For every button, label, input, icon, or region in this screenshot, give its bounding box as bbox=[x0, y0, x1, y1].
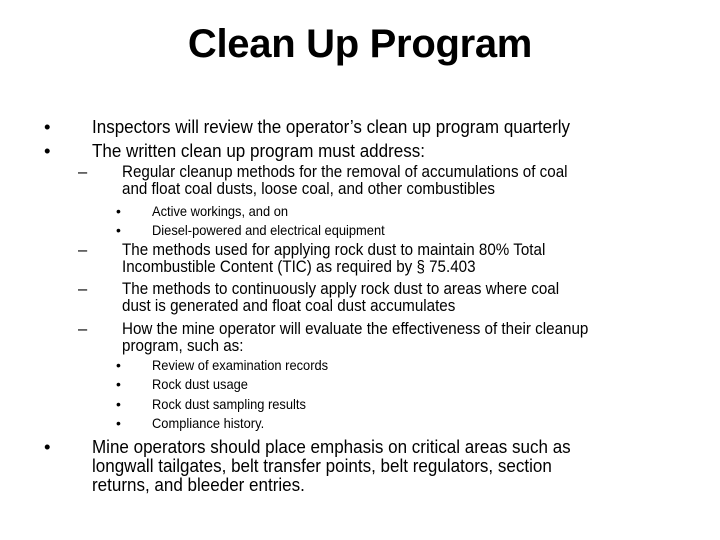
bullet-text: The written clean up program must address: bbox=[92, 140, 425, 161]
bullet-text: returns, and bleeder entries. bbox=[92, 474, 305, 495]
bullet-text: Active workings, and on bbox=[152, 203, 289, 219]
bullet-text: dust is generated and float coal dust accumulates bbox=[122, 297, 456, 315]
bullet-text: The methods to continuously apply rock dust to areas where coal bbox=[122, 280, 560, 298]
bullet-marker: • bbox=[44, 140, 51, 161]
bullet-marker: • bbox=[116, 376, 121, 392]
bullet-text: The methods used for applying rock dust to maintain 80% Total bbox=[122, 241, 546, 259]
bullet-marker: • bbox=[116, 203, 121, 219]
bullet-text: Diesel-powered and electrical equipment bbox=[152, 222, 385, 238]
slide-title: Clean Up Program bbox=[187, 22, 533, 66]
bullet-marker: • bbox=[44, 116, 51, 137]
bullet-marker: • bbox=[116, 222, 121, 238]
bullet-text: Inspectors will review the operator’s clean up program quarterly bbox=[92, 116, 571, 137]
bullet-marker: • bbox=[44, 436, 51, 457]
bullet-text: and float coal dusts, loose coal, and other combustibles bbox=[122, 180, 495, 198]
dash-marker: – bbox=[78, 280, 88, 298]
dash-marker: – bbox=[78, 320, 88, 338]
bullet-text: Mine operators should place emphasis on critical areas such as bbox=[92, 436, 571, 457]
bullet-marker: • bbox=[116, 415, 121, 431]
bullet-text: How the mine operator will evaluate the effectiveness of their cleanup bbox=[122, 320, 589, 338]
bullet-text: Compliance history. bbox=[152, 415, 265, 431]
bullet-text: program, such as: bbox=[122, 337, 244, 355]
bullet-text: longwall tailgates, belt transfer points, belt regulators, section bbox=[92, 455, 552, 476]
bullet-text: Incombustible Content (TIC) as required by § 75.403 bbox=[122, 258, 476, 276]
bullet-text: Regular cleanup methods for the removal of accumulations of coal bbox=[122, 163, 568, 181]
bullet-text: Rock dust usage bbox=[152, 376, 248, 392]
bullet-marker: • bbox=[116, 396, 121, 412]
bullet-text: Review of examination records bbox=[152, 357, 329, 373]
dash-marker: – bbox=[78, 241, 88, 259]
dash-marker: – bbox=[78, 163, 88, 181]
bullet-text: Rock dust sampling results bbox=[152, 396, 306, 412]
bullet-marker: • bbox=[116, 357, 121, 373]
